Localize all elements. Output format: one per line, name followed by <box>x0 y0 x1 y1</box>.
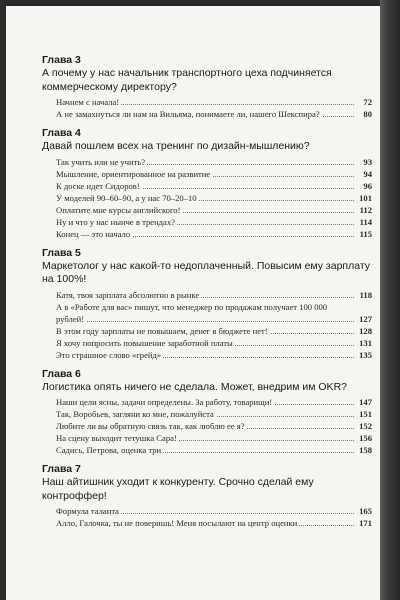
entry-title: Оплатите мне курсы английского! <box>56 204 181 215</box>
entry-title: Садись, Петрова, оценка три <box>56 445 162 455</box>
toc-entry[interactable] <box>42 204 372 216</box>
entry-title: А в «Работе для вас» пишут, что менеджер по продажам получает 100 000 рублей! <box>56 301 328 324</box>
entry-title: А не замахнуться ли нам на Вильяма, понимаете ли, нашего Шекспира? <box>56 109 320 119</box>
entry-title: К доске идет Сидоров! <box>56 180 140 191</box>
page-number: 152 <box>359 421 372 431</box>
entry-title: Мышление, ориентированное на развитие <box>56 168 211 179</box>
chapter-section <box>42 247 372 361</box>
entry-title: Формула таланта <box>56 506 119 516</box>
entry-title: Я хочу попросить повышение заработной платы <box>56 337 233 348</box>
entry-title: Ну и что у нас нынче в трендах? <box>56 216 175 227</box>
toc-entry[interactable] <box>42 156 372 168</box>
entry-title: Начнем с начала! <box>56 97 120 107</box>
entry-title: Любите ли вы обратную связь так, как люблю ее я? <box>56 421 245 431</box>
chapter-section <box>42 54 372 120</box>
chapter-label: Глава 7 <box>42 463 81 475</box>
page-number: 118 <box>359 289 372 300</box>
page-number: 115 <box>359 228 372 239</box>
chapter-label: Глава 6 <box>42 367 81 380</box>
entry-title: У моделей 90–60–90, а у нас 70–20–10 <box>56 192 197 203</box>
chapter-section <box>42 127 372 240</box>
chapter-label: Глава 4 <box>42 127 81 139</box>
page-number: 96 <box>363 180 372 191</box>
page-number: 151 <box>359 409 372 419</box>
chapter-title: А почему у нас начальник транспортного цеха подчиняется коммерческому директору? <box>42 67 332 93</box>
page-number: 156 <box>359 433 372 443</box>
page-number: 94 <box>363 168 372 179</box>
page-number: 101 <box>359 192 372 203</box>
chapter-title: Давай пошлем всех на тренинг по дизайн-мышлению? <box>42 140 310 152</box>
entry-title: Так, Воробьев, загляни ко мне, пожалуйста <box>56 409 214 419</box>
toc-entry[interactable] <box>42 108 372 120</box>
page-number: 93 <box>363 156 372 167</box>
entry-title: Наши цели ясны, задачи определены. За работу, товарищи! <box>56 397 273 407</box>
chapter-title: Логистика опять ничего не сделала. Может, внедрим им OKR? <box>42 380 347 393</box>
table-of-contents <box>42 54 372 536</box>
entry-title: Это страшное слово «грейд» <box>56 349 162 360</box>
toc-entry[interactable] <box>42 444 372 456</box>
entry-title: В этом году зарплаты не повышаем, денег в бюджете нет! <box>56 325 268 336</box>
toc-entry[interactable] <box>42 408 372 420</box>
page-number: 72 <box>363 97 372 107</box>
toc-entry[interactable] <box>42 228 372 240</box>
page-number: 114 <box>359 216 372 227</box>
chapter-section <box>42 463 372 529</box>
toc-entry[interactable] <box>42 432 372 444</box>
toc-entry[interactable] <box>42 168 372 180</box>
toc-entry[interactable] <box>42 517 372 529</box>
toc-entry[interactable] <box>42 301 372 325</box>
toc-entry[interactable] <box>42 505 372 517</box>
page-number: 80 <box>363 109 372 119</box>
page-number: 165 <box>359 506 372 516</box>
page-number: 171 <box>359 518 372 528</box>
page-number: 147 <box>359 397 372 407</box>
page-number: 112 <box>359 204 372 215</box>
toc-entry[interactable] <box>42 349 372 361</box>
page-number: 131 <box>359 337 372 348</box>
toc-entry[interactable] <box>42 337 372 349</box>
chapter-title: Наш айтишник уходит к конкуренту. Срочно сделай ему контроффер! <box>42 476 314 502</box>
page-number: 158 <box>359 445 372 455</box>
toc-entry[interactable] <box>42 192 372 204</box>
chapter-label: Глава 5 <box>42 246 81 259</box>
toc-entry[interactable] <box>42 396 372 408</box>
chapter-label: Глава 3 <box>42 54 81 66</box>
dot-leader <box>56 321 354 322</box>
book-page <box>6 6 380 600</box>
toc-entry[interactable] <box>42 180 372 192</box>
page-number: 128 <box>359 325 372 336</box>
entry-title: На сцену выходит тетушка Сара! <box>56 433 177 443</box>
page-number: 127 <box>359 313 372 324</box>
toc-entry[interactable] <box>42 96 372 108</box>
page-number: 135 <box>359 349 372 360</box>
toc-entry[interactable] <box>42 289 372 301</box>
entry-title: Конец — это начало <box>56 228 131 239</box>
entry-title: Так учить или не учить? <box>56 156 146 167</box>
toc-entry[interactable] <box>42 216 372 228</box>
chapter-title: Маркетолог у нас какой-то недоплаченный. Повысим ему зарплату на 100%! <box>42 259 371 285</box>
entry-title: Катя, твоя зарплата абсолютно в рынке <box>56 289 200 300</box>
entry-title: Алло, Галочка, ты не поверишь! Меня посылают на центр оценки <box>56 518 298 528</box>
chapter-section <box>42 368 372 457</box>
toc-entry[interactable] <box>42 420 372 432</box>
book-spine-shadow <box>380 0 400 600</box>
toc-entry[interactable] <box>42 325 372 337</box>
